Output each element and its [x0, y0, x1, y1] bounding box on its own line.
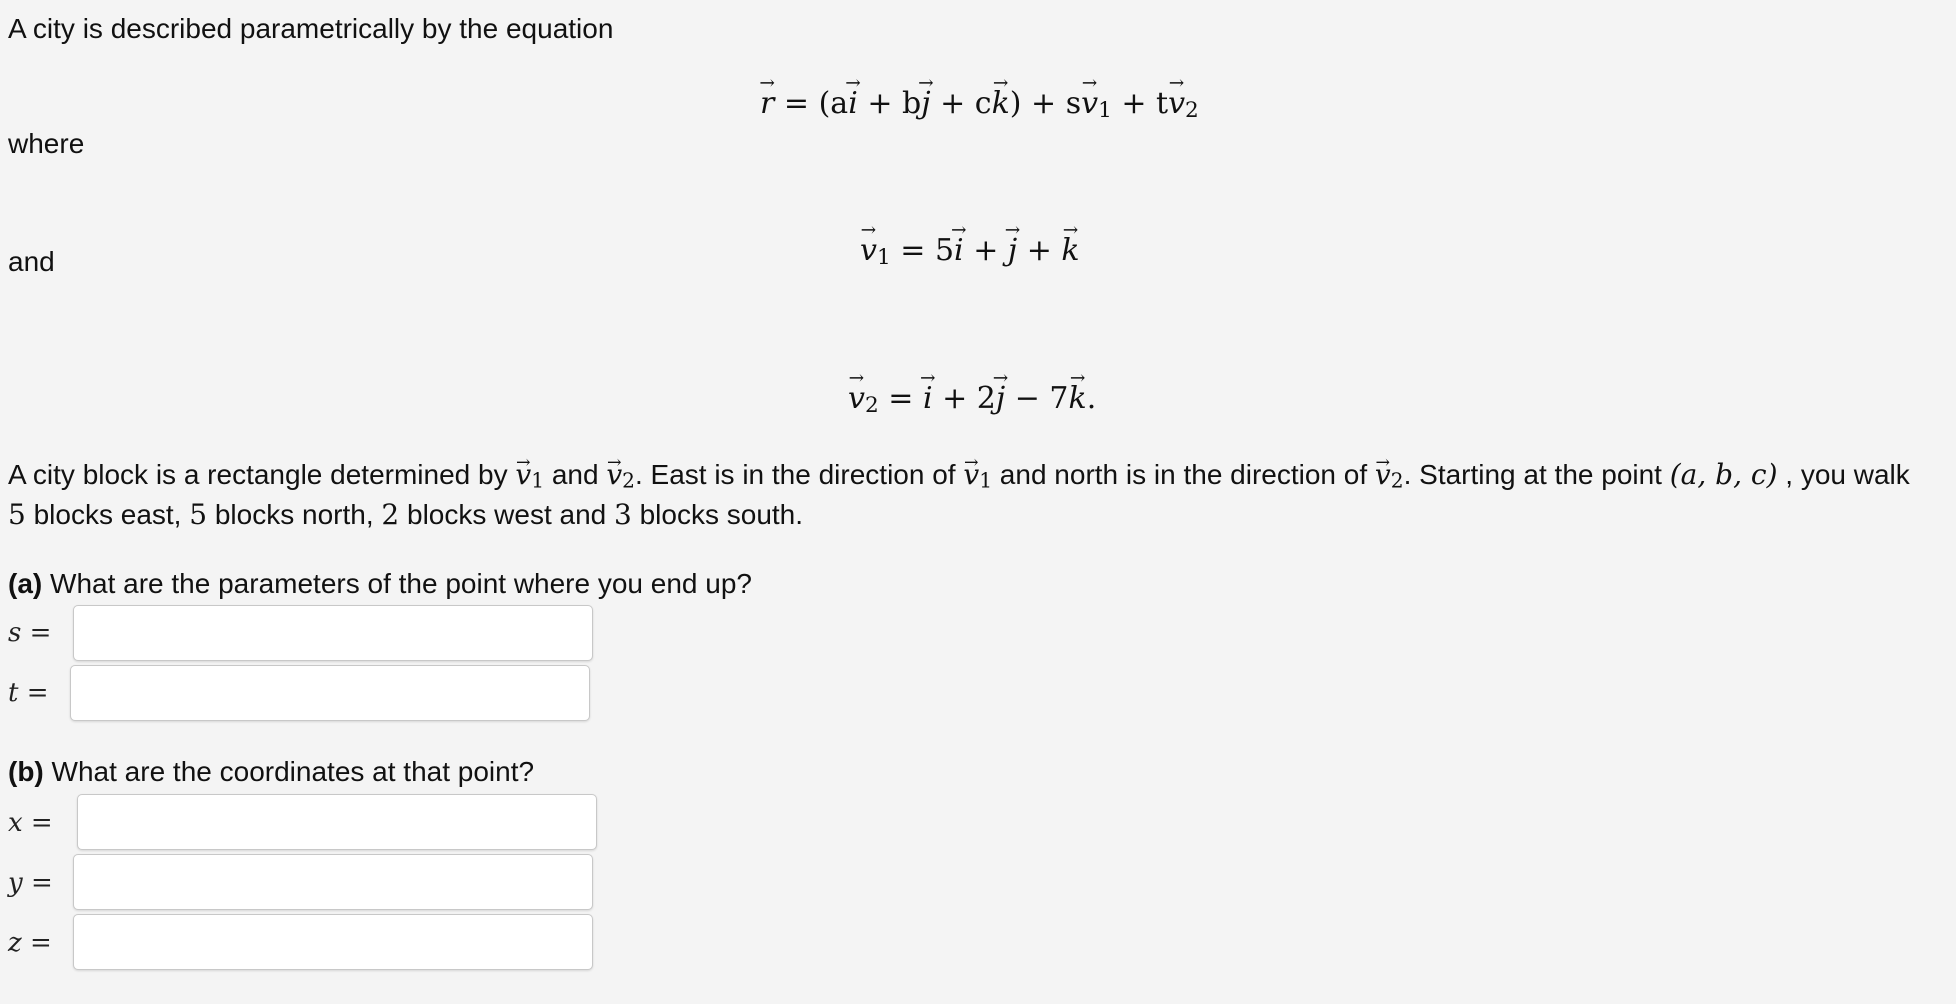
- start-point: (a, b, c): [1669, 458, 1778, 491]
- where-text: where: [8, 128, 85, 159]
- equation-v2: → v2 = → i + 2→ j − 7→ k.: [848, 381, 1096, 418]
- block-paragraph-line2: 5 blocks east, 5 blocks north, 2 blocks west and 3 blocks south.: [8, 498, 804, 531]
- block-paragraph-line1: A city block is a rectangle determined by → v1 and → v2. East is in the direction of → v1 and north is in the direction of → v2. Starting at the point (a, b, c) , you walk: [8, 456, 1910, 500]
- v2-coef-k: 7: [1049, 381, 1069, 416]
- s-label: s =: [8, 618, 52, 648]
- t-input[interactable]: [70, 665, 590, 721]
- y-label: y =: [8, 868, 53, 898]
- part-b-question: (b) What are the coordinates at that point?: [8, 756, 535, 787]
- v2-coef-j: 2: [976, 381, 996, 416]
- and-text: and: [8, 246, 55, 277]
- equation-r: → r = (a→ i + b→ j + c→ k) + s→ v1 + t→ v2: [760, 86, 1199, 123]
- x-label: x =: [8, 808, 53, 838]
- x-input[interactable]: [77, 794, 597, 850]
- y-input[interactable]: [73, 854, 593, 910]
- v1-coef-i: 5: [934, 233, 955, 268]
- intro-text: A city is described parametrically by the equation: [8, 13, 614, 44]
- z-label: z =: [8, 928, 52, 958]
- part-a-question: (a) What are the parameters of the point where you end up?: [8, 568, 752, 599]
- z-input[interactable]: [73, 914, 593, 970]
- t-label: t =: [8, 678, 49, 708]
- equation-v1: → v1 = 5→ i + → j + → k: [860, 233, 1080, 270]
- s-input[interactable]: [73, 605, 593, 661]
